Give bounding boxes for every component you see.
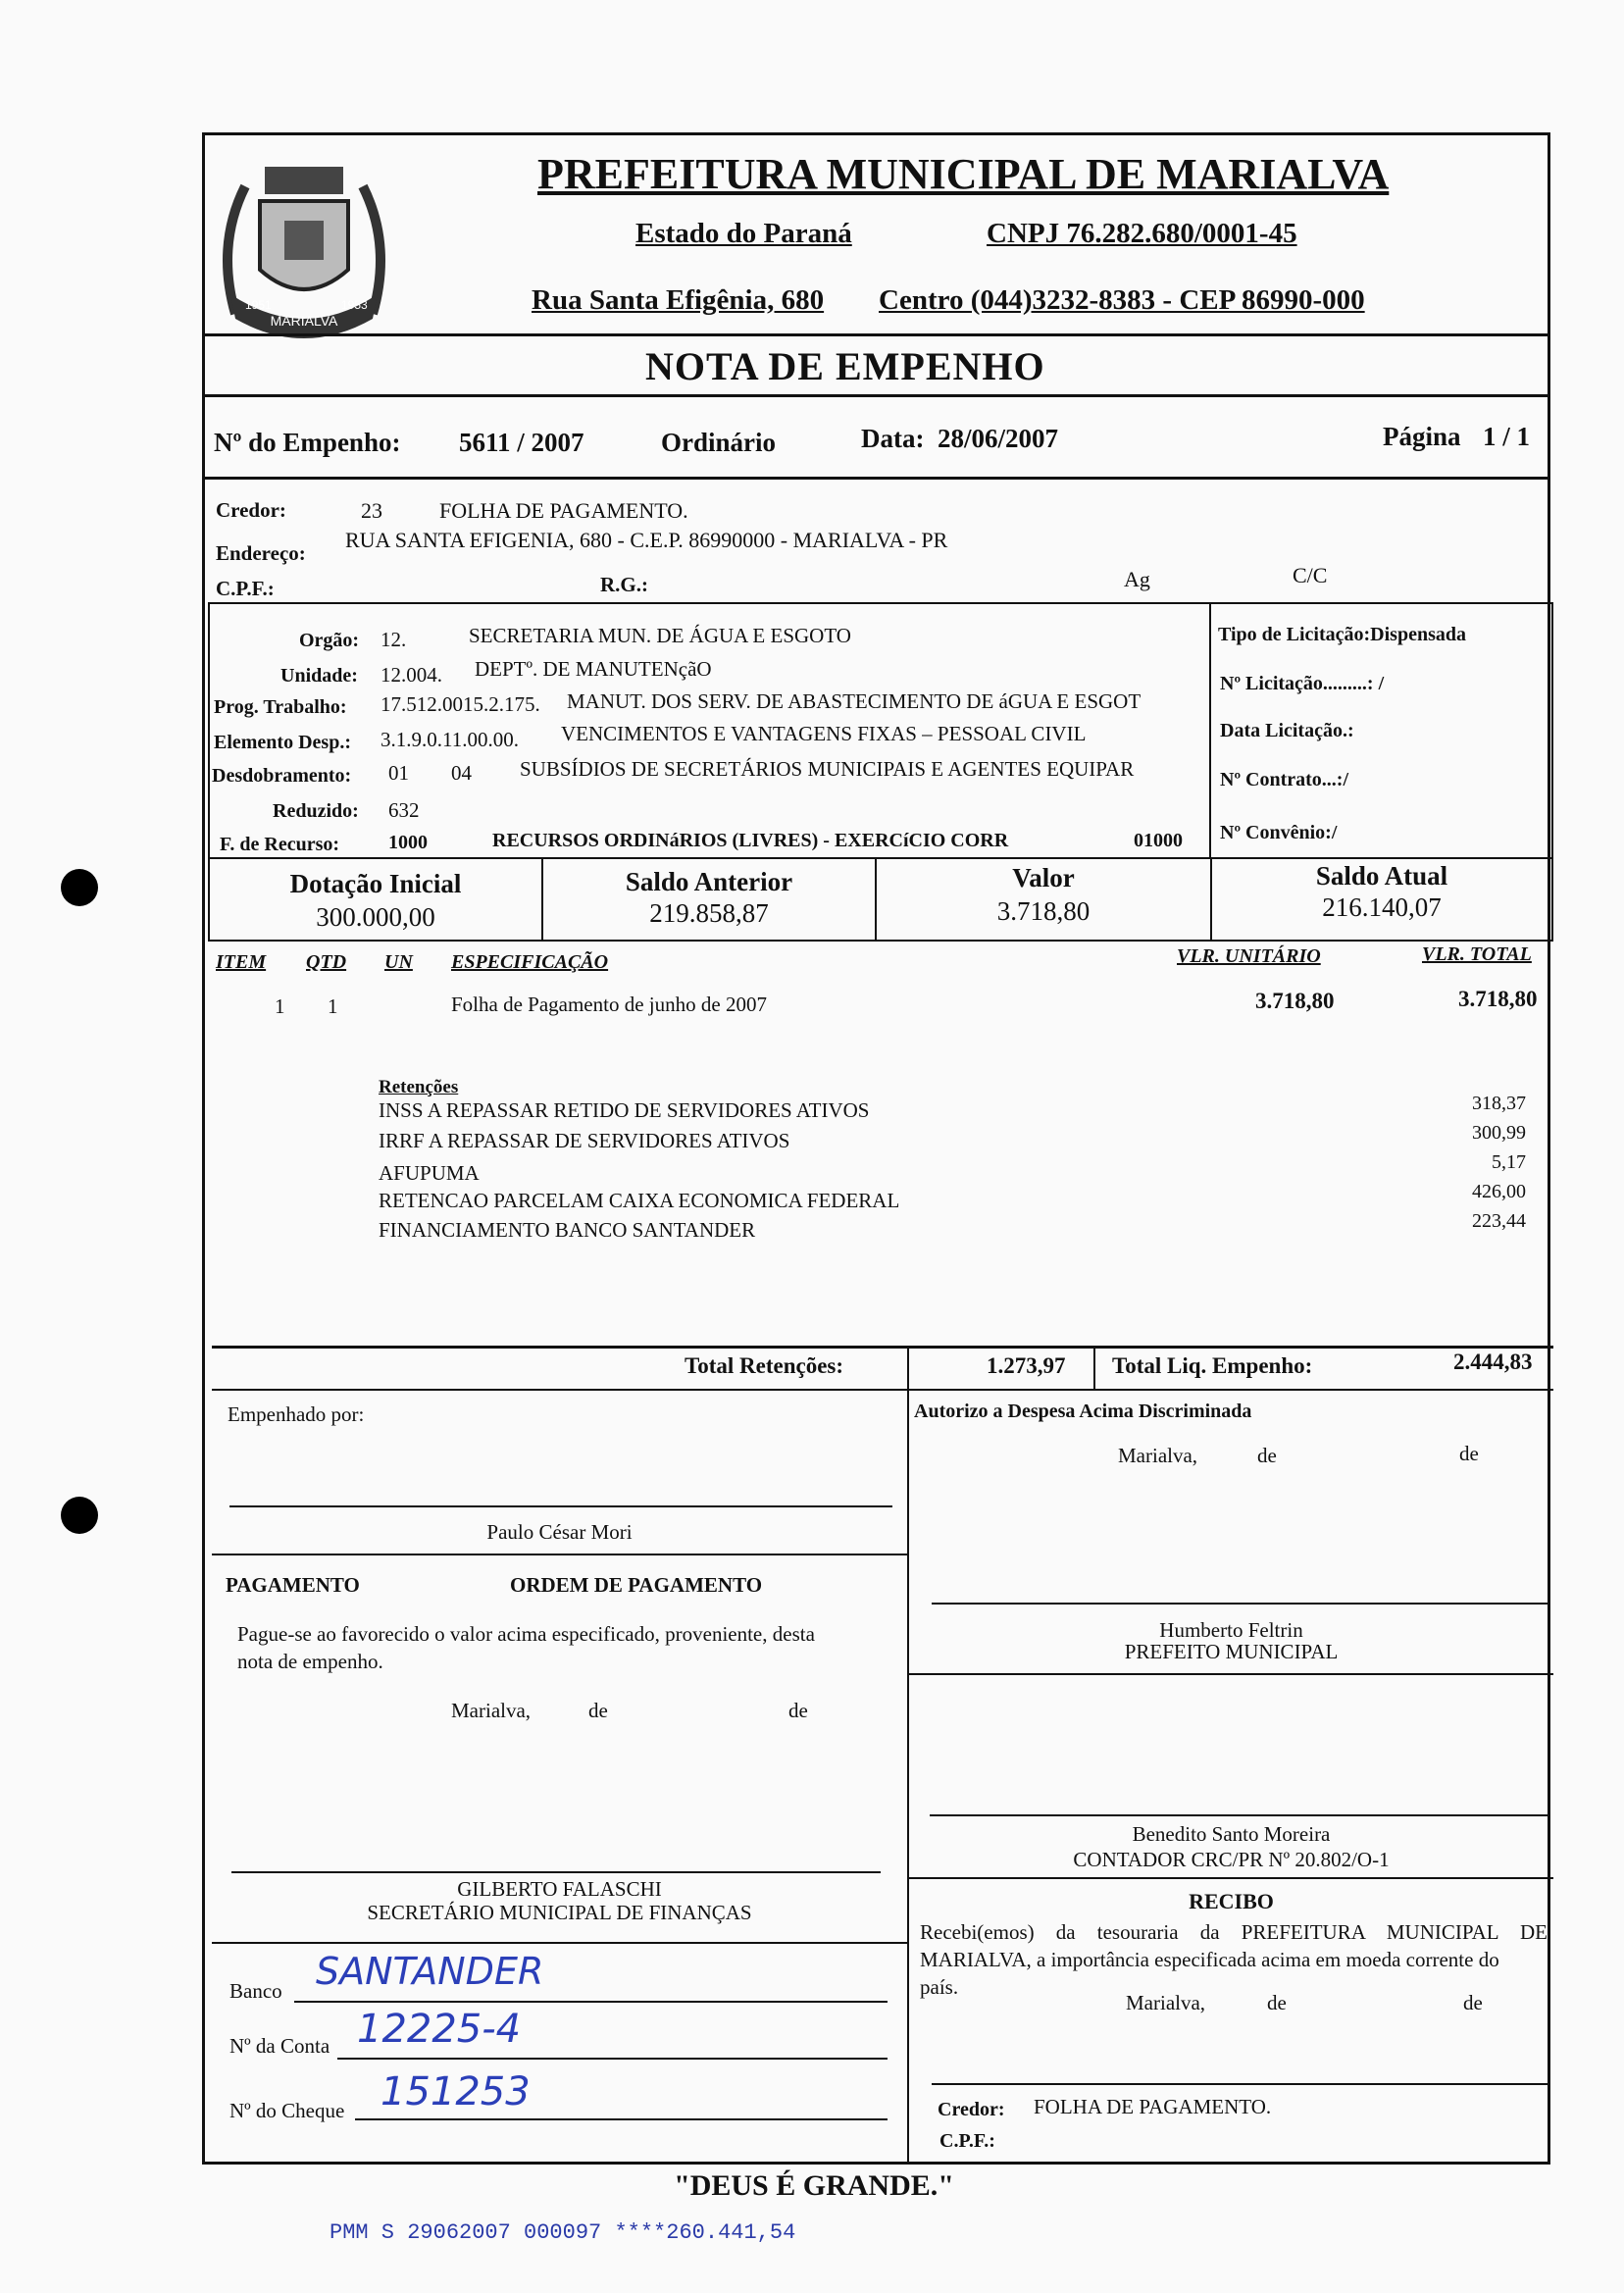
recurso-code2: 01000: [1134, 830, 1183, 851]
autorizo-de: de: [1257, 1444, 1277, 1467]
empenhado-por-name: Paulo César Mori: [486, 1520, 633, 1544]
cc-label: C/C: [1293, 563, 1328, 587]
seal-year-left: 1951: [245, 298, 272, 312]
prefeito-role: PREFEITO MUNICIPAL: [1124, 1640, 1339, 1663]
credor-label: Credor:: [216, 498, 286, 522]
desdobramento-name: SUBSÍDIOS DE SECRETÁRIOS MUNICIPAIS E AGENTES EQUIPAR: [520, 757, 1135, 781]
ag-label: Ag: [1124, 567, 1150, 591]
banco-label: Banco: [229, 1979, 282, 2003]
pagamento-text: Pague-se ao favorecido o valor acima especificado, proveniente, desta: [237, 1622, 815, 1646]
empenhado-por-label: Empenhado por:: [228, 1402, 365, 1426]
total-retencoes-label: Total Retenções:: [685, 1353, 844, 1378]
document-title: NOTA DE EMPENHO: [645, 344, 1045, 388]
signature-line: [932, 1603, 1548, 1605]
item-number: 1: [275, 994, 285, 1018]
recibo-text-3: país.: [920, 1975, 959, 1999]
punch-hole: [61, 869, 98, 906]
pagamento-de: de: [588, 1699, 608, 1722]
retencoes-title: Retenções: [379, 1077, 459, 1097]
endereco-value: RUA SANTA EFIGENIA, 680 - C.E.P. 86990000 - MARIALVA - PR: [345, 528, 948, 552]
data-licitacao: Data Licitação.:: [1220, 720, 1354, 741]
col-un: UN: [384, 951, 413, 973]
retencao-value: 426,00: [1472, 1181, 1526, 1202]
pagamento-label: PAGAMENTO: [226, 1573, 360, 1597]
item-vlr-total: 3.718,80: [1458, 987, 1538, 1011]
recibo-credor-name: FOLHA DE PAGAMENTO.: [1034, 2095, 1272, 2118]
empenho-number: 5611 / 2007: [459, 428, 584, 457]
credor-code: 23: [361, 498, 382, 523]
recibo-de: de: [1463, 1991, 1483, 2014]
cheque-label: Nº do Cheque: [229, 2099, 345, 2122]
cpf-label: C.P.F.:: [216, 577, 275, 600]
valor-label: Valor: [1012, 863, 1075, 892]
signature-line: [229, 1505, 892, 1507]
divider: [909, 1877, 1553, 1879]
pagamento-place: Marialva,: [451, 1699, 532, 1722]
conta-label: Nº da Conta: [229, 2034, 330, 2058]
recibo-text-2: MARIALVA, a importância especificada acima em moeda corrente do: [920, 1948, 1499, 1971]
seal-year-right: 1953: [341, 298, 368, 312]
prog-label: Prog. Trabalho:: [214, 696, 347, 718]
autorizo-place: Marialva,: [1118, 1444, 1198, 1467]
dotacao-inicial-value: 300.000,00: [316, 902, 435, 932]
col-vlr-unitario: VLR. UNITÁRIO: [1177, 945, 1321, 967]
col-especificacao: ESPECIFICAÇÃO: [451, 951, 609, 973]
item-vlr-unitario: 3.718,80: [1255, 989, 1335, 1013]
divider: [202, 394, 1550, 397]
conta-handwritten: 12225-4: [357, 2007, 522, 2052]
prog-code: 17.512.0015.2.175.: [381, 692, 540, 716]
municipal-seal-icon: [206, 147, 402, 343]
numero-licitacao: Nº Licitação.........: /: [1220, 673, 1385, 694]
secretario-name: GILBERTO FALASCHI: [457, 1877, 662, 1901]
pagamento-text-2: nota de empenho.: [237, 1650, 383, 1673]
recurso-code: 1000: [388, 832, 428, 853]
recurso-name: RECURSOS ORDINáRIOS (LIVRES) - EXERCíCIO CORR: [492, 830, 1009, 851]
autorizo-de: de: [1459, 1442, 1479, 1465]
col-item: ITEM: [216, 951, 267, 973]
recibo-credor-label: Credor:: [938, 2099, 1005, 2120]
elemento-label: Elemento Desp.:: [214, 732, 351, 753]
total-liquido-value: 2.444,83: [1453, 1350, 1533, 1374]
retencao-value: 223,44: [1472, 1210, 1526, 1232]
saldo-atual-value: 216.140,07: [1322, 892, 1442, 922]
state-label: Estado do Paraná: [635, 218, 852, 249]
divider: [202, 477, 1550, 480]
date-label: Data:: [861, 424, 925, 453]
reduzido-value: 632: [388, 798, 420, 822]
recibo-place: Marialva,: [1126, 1991, 1206, 2014]
total-liquido-label: Total Liq. Empenho:: [1112, 1353, 1313, 1378]
valor-value: 3.718,80: [996, 896, 1091, 926]
retencao-label: INSS A REPASSAR RETIDO DE SERVIDORES ATIVOS: [379, 1098, 870, 1122]
divider: [212, 1554, 908, 1555]
banco-line: [294, 2001, 888, 2003]
retencao-label: AFUPUMA: [379, 1161, 480, 1185]
item-especificacao: Folha de Pagamento de junho de 2007: [451, 993, 767, 1016]
recibo-cpf-label: C.P.F.:: [939, 2130, 995, 2152]
elemento-code: 3.1.9.0.11.00.00.: [381, 728, 519, 751]
divider: [212, 1389, 1553, 1391]
divider: [202, 333, 1550, 336]
total-retencoes-value: 1.273,97: [987, 1353, 1066, 1378]
unidade-code: 12.004.: [381, 663, 442, 687]
saldo-atual-label: Saldo Atual: [1315, 861, 1448, 891]
recibo-title: RECIBO: [1189, 1889, 1274, 1913]
numero-convenio: Nº Convênio:/: [1220, 822, 1338, 843]
conta-line: [337, 2058, 888, 2060]
prefeito-name: Humberto Feltrin: [1159, 1618, 1303, 1642]
signature-line: [231, 1871, 881, 1873]
divider: [907, 1346, 909, 1391]
autorizo-label: Autorizo a Despesa Acima Discriminada: [914, 1401, 1252, 1422]
empenho-type: Ordinário: [661, 428, 777, 457]
pagamento-de: de: [788, 1699, 808, 1722]
reduzido-label: Reduzido:: [273, 800, 359, 822]
saldo-anterior-value: 219.858,87: [649, 898, 769, 928]
numero-contrato: Nº Contrato...:/: [1220, 769, 1349, 790]
recibo-de: de: [1267, 1991, 1287, 2014]
retencao-value: 5,17: [1492, 1151, 1526, 1173]
punch-hole: [61, 1497, 98, 1534]
retencao-label: IRRF A REPASSAR DE SERVIDORES ATIVOS: [379, 1129, 790, 1152]
cnpj-label: CNPJ 76.282.680/0001-45: [987, 218, 1297, 249]
retencao-label: RETENCAO PARCELAM CAIXA ECONOMICA FEDERAL: [379, 1189, 900, 1212]
rg-label: R.G.:: [600, 573, 648, 596]
retencao-value: 300,99: [1472, 1122, 1526, 1144]
desdobramento-b: 04: [451, 761, 472, 785]
desdobramento-label: Desdobramento:: [212, 765, 352, 787]
prog-name: MANUT. DOS SERV. DE ABASTECIMENTO DE áGUA E ESGOT: [567, 689, 1142, 713]
ordem-pagamento-label: ORDEM DE PAGAMENTO: [510, 1573, 763, 1597]
divider: [1209, 602, 1211, 859]
col-qtd: QTD: [306, 951, 347, 973]
dotacao-inicial-label: Dotação Inicial: [289, 869, 462, 898]
page-number: 1 / 1: [1483, 422, 1531, 451]
divider: [212, 1346, 1553, 1349]
saldo-anterior-label: Saldo Anterior: [625, 867, 793, 896]
seal-name: MARIALVA: [270, 313, 338, 329]
orgao-code: 12.: [381, 628, 407, 651]
retencao-label: FINANCIAMENTO BANCO SANTANDER: [379, 1218, 756, 1242]
municipality-title: PREFEITURA MUNICIPAL DE MARIALVA: [537, 150, 1390, 198]
col-vlr-total: VLR. TOTAL: [1422, 943, 1532, 965]
orgao-label: Orgão:: [299, 630, 360, 651]
contact-label: Centro (044)3232-8383 - CEP 86990-000: [879, 284, 1365, 316]
page-label: Página: [1383, 422, 1461, 451]
secretario-role: SECRETÁRIO MUNICIPAL DE FINANÇAS: [367, 1901, 752, 1924]
divider: [212, 1942, 908, 1944]
elemento-name: VENCIMENTOS E VANTAGENS FIXAS – PESSOAL CIVIL: [561, 722, 1087, 745]
item-qtd: 1: [328, 994, 338, 1018]
contador-name: Benedito Santo Moreira: [1132, 1822, 1331, 1846]
recurso-label: F. de Recurso:: [220, 834, 340, 855]
empenho-number-label: Nº do Empenho:: [214, 428, 401, 457]
tipo-licitacao: Tipo de Licitação:Dispensada: [1218, 624, 1466, 645]
divider: [907, 1389, 909, 2164]
banco-handwritten: SANTANDER: [316, 1950, 544, 1993]
cheque-handwritten: 151253: [381, 2069, 531, 2115]
cheque-line: [355, 2118, 888, 2120]
recibo-text: Recebi(emos) da tesouraria da PREFEITURA MUNICIPAL DE: [920, 1920, 1548, 1944]
signature-line: [930, 1814, 1548, 1816]
orgao-name: SECRETARIA MUN. DE ÁGUA E ESGOTO: [469, 624, 851, 647]
address-label: Rua Santa Efigênia, 680: [532, 284, 825, 316]
contador-role: CONTADOR CRC/PR Nº 20.802/O-1: [1073, 1848, 1390, 1871]
unidade-name: DEPTº. DE MANUTENçãO: [475, 657, 712, 681]
protocol-stamp: PMM S 29062007 000097 ****260.441,54: [330, 2220, 796, 2245]
credor-name: FOLHA DE PAGAMENTO.: [439, 498, 688, 523]
desdobramento-a: 01: [388, 761, 409, 785]
endereco-label: Endereço:: [216, 541, 306, 565]
retencao-value: 318,37: [1472, 1093, 1526, 1114]
motto: "DEUS É GRANDE.": [674, 2169, 954, 2202]
signature-line: [932, 2083, 1548, 2085]
unidade-label: Unidade:: [280, 665, 358, 687]
empenho-date: 28/06/2007: [938, 424, 1059, 453]
divider: [1093, 1346, 1095, 1391]
divider: [909, 1673, 1553, 1675]
